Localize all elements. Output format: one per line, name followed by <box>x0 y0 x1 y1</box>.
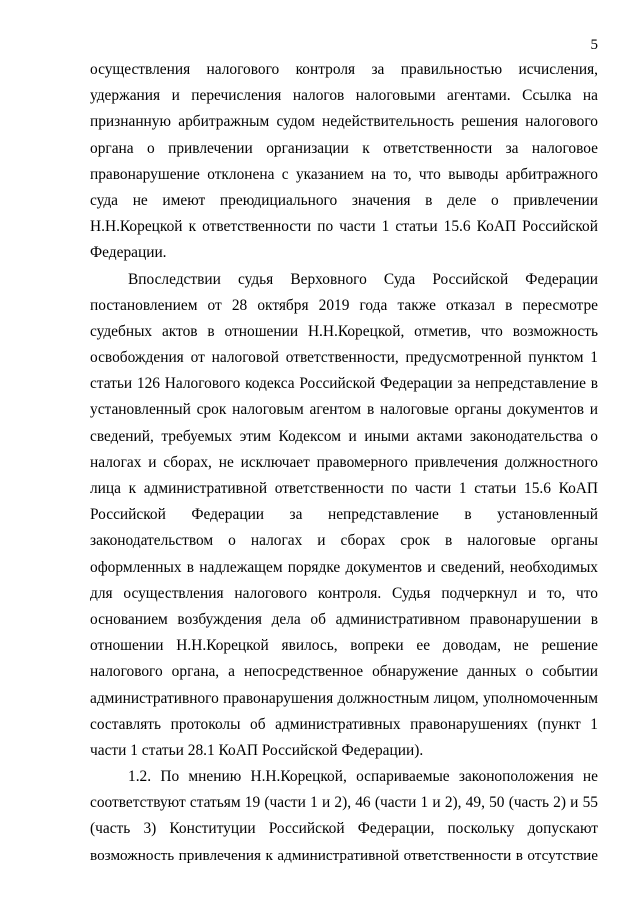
text-line: признанную арбитражным судом недействительность решения налогового <box>90 113 598 131</box>
text-line: сведений, требуемых этим Кодексом и иными актами законодательства о <box>90 427 598 445</box>
text-line: оформленных в надлежащем порядке документов и сведений, необходимых <box>90 558 598 576</box>
page-number: 5 <box>590 37 598 53</box>
text-line: (часть 3) Конституции Российской Федерации, поскольку допускают <box>90 820 598 838</box>
text-line: основанием возбуждения дела об административном правонарушении в <box>90 610 598 628</box>
text-line: удержания и перечисления налогов налоговыми агентами. Ссылка на <box>90 87 598 105</box>
text-line: осуществления налогового контроля за правильностью исчисления, <box>90 61 598 78</box>
text-line: для осуществления налогового контроля. Судья подчеркнул и то, что <box>90 584 598 602</box>
text-line: правонарушение отклонена с указанием на то, что выводы арбитражного <box>90 165 598 183</box>
text-line: 1.2. По мнению Н.Н.Корецкой, оспариваемые законоположения не <box>128 768 598 786</box>
text-line: лица к административной ответственности по части 1 статьи 15.6 КоАП <box>90 480 598 497</box>
text-line: Федерации. <box>90 244 167 262</box>
text-line: судебных актов в отношении Н.Н.Корецкой, отметив, что возможность <box>90 322 598 340</box>
text-line: отношении Н.Н.Корецкой явилось, вопреки ее доводам, не решение <box>90 637 598 655</box>
body-text <box>90 57 598 869</box>
text-line: статьи 126 Налогового кодекса Российской Федерации за непредставление в <box>90 375 598 393</box>
text-line: Российской Федерации за непредставление в установленный <box>90 506 598 524</box>
text-line: Впоследствии судья Верховного Суда Российской Федерации <box>128 270 598 288</box>
text-line: соответствуют статьям 19 (части 1 и 2), 46 (части 1 и 2), 49, 50 (часть 2) и 55 <box>90 794 598 812</box>
text-line: органа о привлечении организации к ответственности за налоговое <box>90 139 598 157</box>
text-line: составлять протоколы об административных правонарушениях (пункт 1 <box>90 715 598 733</box>
text-line: Н.Н.Корецкой к ответственности по части 1 статьи 15.6 КоАП Российской <box>90 218 598 236</box>
text-line: суда не имеют преюдициального значения в деле о привлечении <box>90 191 598 209</box>
text-line: возможность привлечения к административной ответственности в отсутствие <box>90 846 598 864</box>
text-line: части 1 статьи 28.1 КоАП Российской Федерации). <box>90 741 424 759</box>
text-line: административного правонарушения должностным лицом, уполномоченным <box>90 689 598 707</box>
text-line: установленный срок налоговым агентом в налоговые органы документов и <box>90 401 598 419</box>
text-line: постановлением от 28 октября 2019 года также отказал в пересмотре <box>90 296 598 314</box>
text-line: освобождения от налоговой ответственности, предусмотренной пунктом 1 <box>90 349 598 367</box>
text-line: налогового органа, а непосредственное обнаружение данных о событии <box>90 663 598 681</box>
text-line: налогах и сборах, не исключает правомерного привлечения должностного <box>90 453 598 471</box>
text-line: законодательством о налогах и сборах срок в налоговые органы <box>90 532 598 550</box>
